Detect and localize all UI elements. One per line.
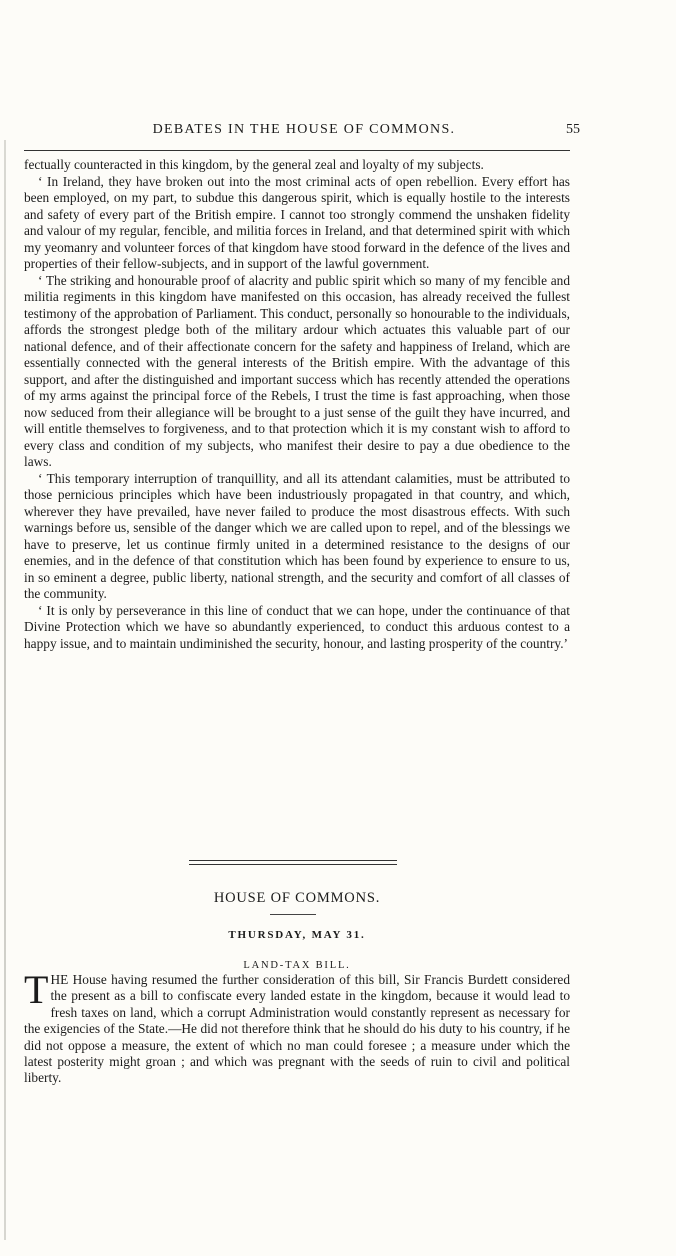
debate-paragraph-text: HE House having resumed the further consideration of this bill, Sir Francis Burdett considered the present as a bill to confiscate every landed estate in the kingdom, because it would lead to fresh taxes on land, which a corrupt Administration would constantly represent as necessary for the exigencies of the State.—He did not therefore think that he should do his duty to his country, if he did not oppose a measure, the extent of which no man could foresee ; a measure under which the latest posterity might groan ; and which was pregnant with the seeds of ruin to civil and political liberty. xyxy=(24,972,570,1086)
drop-cap: T xyxy=(24,967,49,1012)
debate-paragraph xyxy=(24,967,570,1087)
kings-speech-text xyxy=(24,157,570,652)
heading-rule xyxy=(270,914,316,915)
page-gutter-shadow xyxy=(4,140,6,1240)
speech-paragraph: ‘ The striking and honourable proof of alacrity and public spirit which so many of my fencible and militia regiments in this kingdom have manifested on this occasion, has already received the fullest testimony of the approbation of Parliament. This conduct, personally so honourable to the individuals, affords the strongest pledge both of the military ardour which actuates this valuable part of our national defence, and of their affectionate concern for the safety and happiness of Ireland, which are essentially connected with the general interests of the British empire. With the advantage of this support, and after the distinguished and important success which has recently attended the operations of my arms against the principal force of the Rebels, I trust the time is fast approaching, when those now seduced from their allegiance will be brought to a just sense of the guilt they have incurred, and will entitle themselves to forgiveness, and to that protection which it is my constant wish to afford to every class and condition of my subjects, who manifest their desire to pay a due obedience to the laws. xyxy=(24,272,570,469)
speech-paragraph: ‘ It is only by perseverance in this line of conduct that we can hope, under the continuance of that Divine Protection which we have so abundantly experienced, to conduct this arduous contest to a happy issue, and to maintain undiminished the security, honour, and lasting prosperity of the country.’ xyxy=(24,602,570,651)
section-heading: HOUSE OF COMMONS. xyxy=(213,890,381,906)
speech-paragraph: ‘ This temporary interruption of tranquillity, and all its attendant calamities, must be attributed to those pernicious principles which have been industriously propagated in that country, and which, wherever they have prevailed, have never failed to produce the most disastrous effects. With such warnings before us, sensible of the danger which we are called upon to repel, and of the blessings we have to preserve, let us continue firmly united in a determined resistance to the designs of our enemies, and in the defence of that constitution which has been found by experience to ensure to us, in so eminent a degree, public liberty, national strength, and the security and comfort of all classes of the community. xyxy=(24,470,570,601)
bill-heading: LAND-TAX BILL. xyxy=(243,960,351,971)
debate-text xyxy=(24,967,570,1087)
page-header xyxy=(28,120,580,144)
section-divider xyxy=(189,860,397,865)
speech-paragraph: fectually counteracted in this kingdom, by the general zeal and loyalty of my subjects. xyxy=(24,157,484,172)
header-rule xyxy=(24,150,570,151)
page-number: 55 xyxy=(566,122,580,137)
date-heading: THURSDAY, MAY 31. xyxy=(228,929,366,941)
running-title: DEBATES IN THE HOUSE OF COMMONS. xyxy=(152,122,456,137)
speech-paragraph: ‘ In Ireland, they have broken out into the most criminal acts of open rebellion. Every effort has been employed, on my part, to subdue this dangerous spirit, which is equally hostile to the interests and safety of every part of the British empire. I cannot too strongly commend the unshaken fidelity and valour of my regular, fencible, and militia forces in Ireland, and that determined spirit with which my yeomanry and volunteer forces of that kingdom have stood forward in the defence of the lives and properties of their fellow-subjects, and in support of the lawful government. xyxy=(24,173,570,271)
